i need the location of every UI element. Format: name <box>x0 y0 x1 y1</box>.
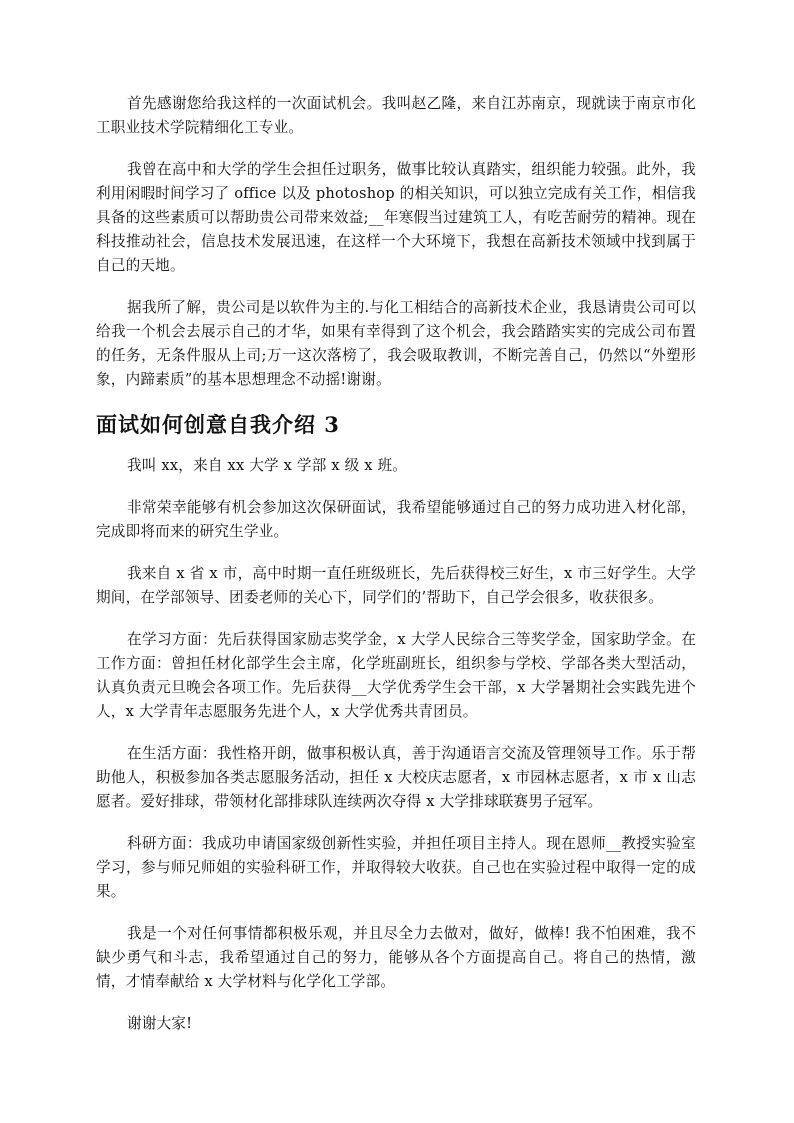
section-paragraph-6: 科研方面：我成功申请国家级创新性实验，并担任项目主持人。现在恩师__教授实验室学习，参与师兄师姐的实验科研工作，并取得较大收获。自己也在实验过程中取得一定的成果。 <box>96 835 696 900</box>
section-paragraph-8: 谢谢大家! <box>127 1015 193 1032</box>
section-heading: 面试如何创意自我介绍 3 <box>96 412 340 437</box>
section-paragraph-3: 我来自 x 省 x 市，高中时期一直任班级班长，先后获得校三好生，x 市三好学生。大学期间，在学部领导、团委老师的关心下，同学们的’帮助下，自己学会很多，收获很多。 <box>96 565 696 606</box>
section-paragraph-4: 在学习方面：先后获得国家励志奖学金，x 大学人民综合三等奖学金，国家助学金。在工作方面：曾担任材化部学生会主席，化学班副班长，组织参与学校、学部各类大型活动，认真负责元旦晚会各项工作。先后获得__大学优秀学生会干部，x 大学暑期社会实践先进个人，x 大学青年志愿服务先进个人，x 大学优秀共青团员。 <box>96 631 696 720</box>
intro-paragraph-1: 首先感谢您给我这样的一次面试机会。我叫赵乙隆，来自江苏南京，现就读于南京市化工职业技术学院精细化工专业。 <box>96 95 696 136</box>
section-paragraph-1: 我叫 xx，来自 xx 大学 x 学部 x 级 x 班。 <box>127 457 408 474</box>
section-paragraph-7: 我是一个对任何事情都积极乐观，并且尽全力去做对，做好，做棒! 我不怕困难，我不缺少勇气和斗志，我希望通过自己的努力，能够从各个方面提高自己。将自己的热情，激情，才情奉献给 x 大学材料与化学化工学部。 <box>96 925 696 990</box>
intro-paragraph-2: 我曾在高中和大学的学生会担任过职务，做事比较认真踏实，组织能力较强。此外，我利用闲暇时间学习了 office 以及 photoshop 的相关知识，可以独立完成有关工作，相信我具备的这些素质可以帮助贵公司带来效益;__年寒假当过建筑工人，有吃苦耐劳的精神。现在科技推动社会，信息技术发展迅速，在这样一个大环境下，我想在高新技术领域中找到属于自己的天地。 <box>96 161 696 274</box>
section-paragraph-2: 非常荣幸能够有机会参加这次保研面试，我希望能够通过自己的努力成功进入材化部，完成即将而来的研究生学业。 <box>96 499 696 540</box>
section-paragraph-5: 在生活方面：我性格开朗，做事积极认真，善于沟通语言交流及管理领导工作。乐于帮助他人，积极参加各类志愿服务活动，担任 x 大校庆志愿者，x 市园林志愿者，x 市 x 山志愿者。爱好排球，带领材化部排球队连续两次夺得 x 大学排球联赛男子冠军。 <box>96 745 696 810</box>
intro-paragraph-3: 据我所了解，贵公司是以软件为主的.与化工相结合的高新技术企业，我恳请贵公司可以给我一个机会去展示自己的才华，如果有幸得到了这个机会，我会踏踏实实的完成公司布置的任务，无条件服从上司;万一这次落榜了，我会吸取教训，不断完善自己，仍然以“外塑形象，内蹄素质”的基本思想理念不动摇!谢谢。 <box>96 299 696 388</box>
document-page <box>96 92 696 1054</box>
